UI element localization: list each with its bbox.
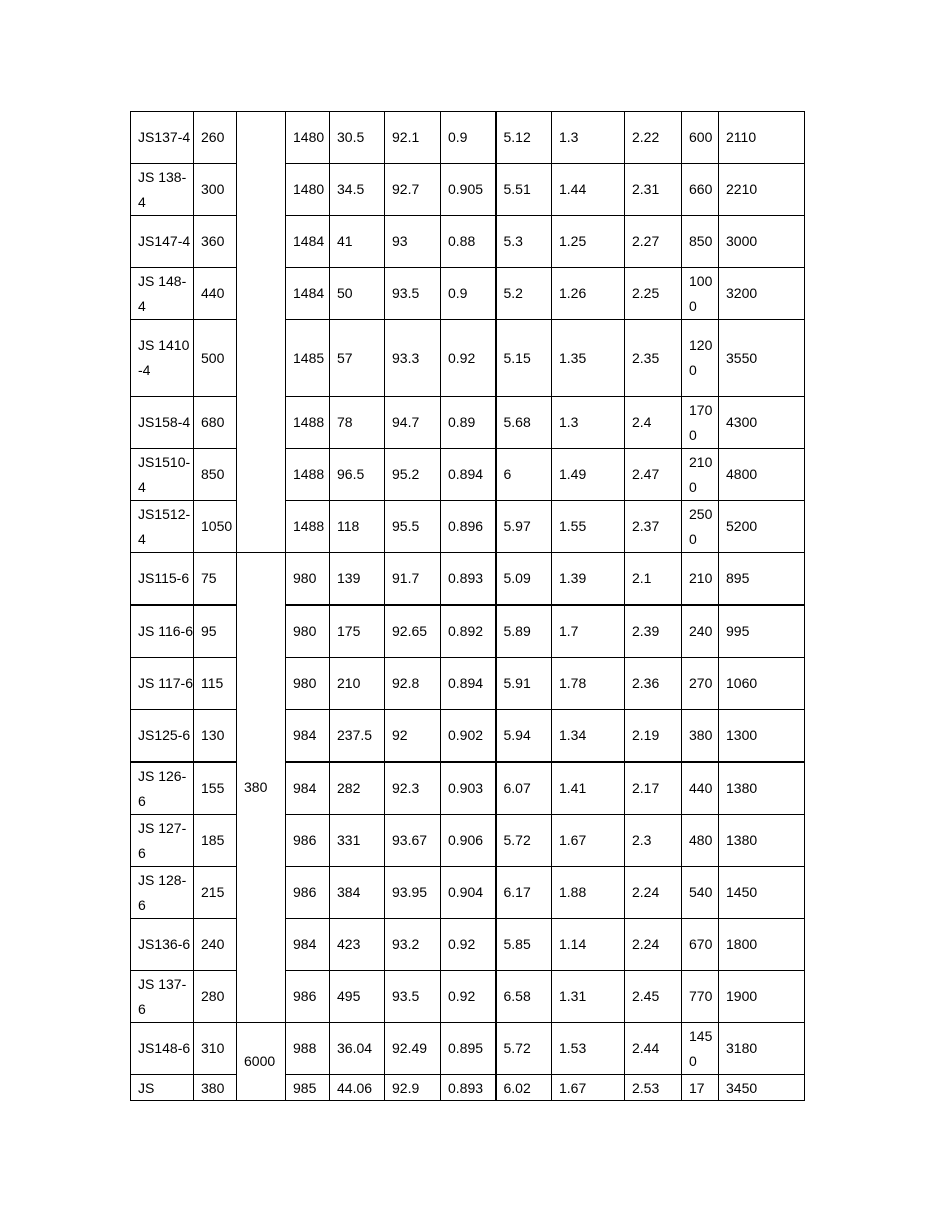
cell-pf: 0.905 (441, 164, 496, 216)
cell-weight: 1380 (719, 762, 805, 815)
cell-start-torque-ratio: 1.41 (552, 762, 625, 815)
table-row (131, 815, 805, 867)
cell-current: 210 (330, 658, 385, 710)
cell-max-torque-ratio: 2.1 (625, 553, 682, 606)
cell-c10: 2500 (682, 501, 719, 553)
cell-power: 310 (194, 1023, 237, 1075)
cell-current: 331 (330, 815, 385, 867)
cell-pf: 0.902 (441, 710, 496, 763)
cell-weight: 3180 (719, 1023, 805, 1075)
cell-power: 155 (194, 762, 237, 815)
cell-max-torque-ratio: 2.31 (625, 164, 682, 216)
cell-weight: 1300 (719, 710, 805, 763)
cell-efficiency: 93.5 (385, 268, 441, 320)
cell-start-torque-ratio: 1.25 (552, 216, 625, 268)
table-row (131, 658, 805, 710)
cell-c10: 480 (682, 815, 719, 867)
cell-speed: 980 (286, 658, 330, 710)
cell-start-torque-ratio: 1.67 (552, 1075, 625, 1101)
cell-power: 500 (194, 320, 237, 397)
cell-current: 384 (330, 867, 385, 919)
cell-weight: 3450 (719, 1075, 805, 1101)
cell-start-current-ratio: 5.51 (496, 164, 552, 216)
cell-start-torque-ratio: 1.3 (552, 397, 625, 449)
cell-weight: 1380 (719, 815, 805, 867)
cell-efficiency: 93.67 (385, 815, 441, 867)
cell-max-torque-ratio: 2.24 (625, 919, 682, 971)
cell-start-current-ratio: 5.68 (496, 397, 552, 449)
cell-model: JS 1410-4 (131, 320, 194, 397)
cell-start-torque-ratio: 1.26 (552, 268, 625, 320)
cell-max-torque-ratio: 2.17 (625, 762, 682, 815)
cell-start-current-ratio: 5.94 (496, 710, 552, 763)
cell-pf: 0.894 (441, 658, 496, 710)
cell-model: JS 138-4 (131, 164, 194, 216)
cell-max-torque-ratio: 2.36 (625, 658, 682, 710)
cell-max-torque-ratio: 2.45 (625, 971, 682, 1023)
cell-start-current-ratio: 5.3 (496, 216, 552, 268)
cell-pf: 0.904 (441, 867, 496, 919)
cell-pf: 0.92 (441, 971, 496, 1023)
cell-model: JS1512-4 (131, 501, 194, 553)
cell-c10: 670 (682, 919, 719, 971)
cell-current: 237.5 (330, 710, 385, 763)
cell-c10: 2100 (682, 449, 719, 501)
cell-efficiency: 92.49 (385, 1023, 441, 1075)
cell-pf: 0.88 (441, 216, 496, 268)
cell-pf: 0.906 (441, 815, 496, 867)
cell-start-torque-ratio: 1.53 (552, 1023, 625, 1075)
table-row (131, 867, 805, 919)
cell-max-torque-ratio: 2.4 (625, 397, 682, 449)
cell-speed: 986 (286, 815, 330, 867)
cell-power: 380 (194, 1075, 237, 1101)
cell-max-torque-ratio: 2.22 (625, 112, 682, 164)
cell-model: JS 137-6 (131, 971, 194, 1023)
cell-pf: 0.903 (441, 762, 496, 815)
cell-max-torque-ratio: 2.47 (625, 449, 682, 501)
cell-max-torque-ratio: 2.3 (625, 815, 682, 867)
cell-pf: 0.9 (441, 268, 496, 320)
cell-max-torque-ratio: 2.27 (625, 216, 682, 268)
cell-c10: 1700 (682, 397, 719, 449)
cell-current: 139 (330, 553, 385, 606)
cell-current: 34.5 (330, 164, 385, 216)
table-row (131, 971, 805, 1023)
cell-weight: 995 (719, 605, 805, 658)
cell-model: JS148-6 (131, 1023, 194, 1075)
cell-speed: 1480 (286, 164, 330, 216)
cell-model: JS 117-6 (131, 658, 194, 710)
cell-efficiency: 92.3 (385, 762, 441, 815)
cell-max-torque-ratio: 2.39 (625, 605, 682, 658)
cell-c10: 850 (682, 216, 719, 268)
cell-speed: 984 (286, 710, 330, 763)
cell-speed: 980 (286, 605, 330, 658)
cell-voltage (237, 112, 286, 553)
cell-power: 115 (194, 658, 237, 710)
cell-c10: 1200 (682, 320, 719, 397)
cell-model: JS147-4 (131, 216, 194, 268)
table-row (131, 268, 805, 320)
cell-efficiency: 92.1 (385, 112, 441, 164)
cell-pf: 0.89 (441, 397, 496, 449)
cell-speed: 984 (286, 919, 330, 971)
cell-power: 185 (194, 815, 237, 867)
cell-start-current-ratio: 5.85 (496, 919, 552, 971)
cell-max-torque-ratio: 2.19 (625, 710, 682, 763)
cell-weight: 4800 (719, 449, 805, 501)
cell-start-current-ratio: 5.97 (496, 501, 552, 553)
cell-start-current-ratio: 5.2 (496, 268, 552, 320)
cell-start-current-ratio: 5.15 (496, 320, 552, 397)
cell-current: 118 (330, 501, 385, 553)
cell-start-current-ratio: 5.72 (496, 1023, 552, 1075)
cell-model: JS137-4 (131, 112, 194, 164)
cell-c10: 1000 (682, 268, 719, 320)
cell-power: 215 (194, 867, 237, 919)
cell-model: JS 116-6 (131, 605, 194, 658)
cell-c10: 600 (682, 112, 719, 164)
cell-c10: 1450 (682, 1023, 719, 1075)
cell-efficiency: 92.9 (385, 1075, 441, 1101)
cell-start-torque-ratio: 1.44 (552, 164, 625, 216)
cell-speed: 1480 (286, 112, 330, 164)
cell-pf: 0.92 (441, 320, 496, 397)
cell-model: JS115-6 (131, 553, 194, 606)
cell-weight: 5200 (719, 501, 805, 553)
cell-speed: 1488 (286, 397, 330, 449)
cell-weight: 3000 (719, 216, 805, 268)
cell-speed: 988 (286, 1023, 330, 1075)
cell-c10: 540 (682, 867, 719, 919)
cell-model: JS125-6 (131, 710, 194, 763)
motor-spec-table (130, 111, 805, 1101)
table-row (131, 112, 805, 164)
cell-model: JS 128-6 (131, 867, 194, 919)
cell-start-torque-ratio: 1.39 (552, 553, 625, 606)
cell-c10: 440 (682, 762, 719, 815)
cell-current: 423 (330, 919, 385, 971)
cell-model: JS 148-4 (131, 268, 194, 320)
cell-model: JS 126-6 (131, 762, 194, 815)
table-row (131, 1075, 805, 1101)
cell-model: JS (131, 1075, 194, 1101)
cell-start-torque-ratio: 1.3 (552, 112, 625, 164)
cell-efficiency: 93.3 (385, 320, 441, 397)
table-row (131, 605, 805, 658)
cell-speed: 1488 (286, 449, 330, 501)
cell-start-current-ratio: 5.91 (496, 658, 552, 710)
cell-start-torque-ratio: 1.88 (552, 867, 625, 919)
cell-c10: 240 (682, 605, 719, 658)
cell-pf: 0.894 (441, 449, 496, 501)
table-row (131, 762, 805, 815)
cell-current: 78 (330, 397, 385, 449)
table-row (131, 397, 805, 449)
cell-current: 50 (330, 268, 385, 320)
cell-start-current-ratio: 6.02 (496, 1075, 552, 1101)
cell-max-torque-ratio: 2.37 (625, 501, 682, 553)
cell-weight: 1900 (719, 971, 805, 1023)
cell-pf: 0.92 (441, 919, 496, 971)
cell-power: 240 (194, 919, 237, 971)
cell-current: 495 (330, 971, 385, 1023)
cell-start-current-ratio: 5.89 (496, 605, 552, 658)
cell-current: 30.5 (330, 112, 385, 164)
cell-power: 680 (194, 397, 237, 449)
cell-speed: 986 (286, 867, 330, 919)
cell-speed: 1484 (286, 268, 330, 320)
cell-pf: 0.892 (441, 605, 496, 658)
cell-voltage: 380 (237, 553, 286, 1023)
cell-speed: 985 (286, 1075, 330, 1101)
cell-power: 75 (194, 553, 237, 606)
cell-start-current-ratio: 5.12 (496, 112, 552, 164)
cell-power: 360 (194, 216, 237, 268)
table-row (131, 710, 805, 763)
cell-current: 57 (330, 320, 385, 397)
cell-speed: 1485 (286, 320, 330, 397)
cell-current: 41 (330, 216, 385, 268)
cell-max-torque-ratio: 2.35 (625, 320, 682, 397)
cell-start-torque-ratio: 1.14 (552, 919, 625, 971)
cell-start-current-ratio: 5.72 (496, 815, 552, 867)
cell-speed: 980 (286, 553, 330, 606)
cell-current: 175 (330, 605, 385, 658)
cell-efficiency: 91.7 (385, 553, 441, 606)
cell-start-current-ratio: 5.09 (496, 553, 552, 606)
cell-pf: 0.9 (441, 112, 496, 164)
cell-model: JS136-6 (131, 919, 194, 971)
cell-start-torque-ratio: 1.35 (552, 320, 625, 397)
cell-voltage: 6000 (237, 1023, 286, 1101)
cell-weight: 1060 (719, 658, 805, 710)
cell-model: JS158-4 (131, 397, 194, 449)
cell-pf: 0.895 (441, 1023, 496, 1075)
cell-efficiency: 92.65 (385, 605, 441, 658)
table-row (131, 216, 805, 268)
cell-weight: 1450 (719, 867, 805, 919)
cell-start-torque-ratio: 1.34 (552, 710, 625, 763)
cell-power: 1050 (194, 501, 237, 553)
cell-start-torque-ratio: 1.78 (552, 658, 625, 710)
table-row (131, 553, 805, 606)
cell-power: 280 (194, 971, 237, 1023)
cell-start-torque-ratio: 1.67 (552, 815, 625, 867)
cell-max-torque-ratio: 2.53 (625, 1075, 682, 1101)
cell-power: 130 (194, 710, 237, 763)
cell-efficiency: 92 (385, 710, 441, 763)
cell-c10: 380 (682, 710, 719, 763)
cell-current: 282 (330, 762, 385, 815)
motor-spec-table-page (130, 111, 805, 1101)
cell-weight: 895 (719, 553, 805, 606)
cell-c10: 210 (682, 553, 719, 606)
cell-speed: 1488 (286, 501, 330, 553)
cell-efficiency: 94.7 (385, 397, 441, 449)
cell-start-torque-ratio: 1.55 (552, 501, 625, 553)
cell-power: 260 (194, 112, 237, 164)
cell-pf: 0.896 (441, 501, 496, 553)
table-row (131, 501, 805, 553)
cell-weight: 4300 (719, 397, 805, 449)
cell-weight: 1800 (719, 919, 805, 971)
cell-weight: 2210 (719, 164, 805, 216)
cell-efficiency: 93.2 (385, 919, 441, 971)
table-row (131, 919, 805, 971)
cell-efficiency: 92.8 (385, 658, 441, 710)
cell-pf: 0.893 (441, 553, 496, 606)
cell-start-torque-ratio: 1.49 (552, 449, 625, 501)
cell-efficiency: 93.5 (385, 971, 441, 1023)
cell-current: 44.06 (330, 1075, 385, 1101)
table-row (131, 449, 805, 501)
cell-c10: 270 (682, 658, 719, 710)
cell-power: 850 (194, 449, 237, 501)
cell-c10: 660 (682, 164, 719, 216)
cell-power: 300 (194, 164, 237, 216)
cell-weight: 3550 (719, 320, 805, 397)
cell-weight: 3200 (719, 268, 805, 320)
cell-efficiency: 92.7 (385, 164, 441, 216)
cell-power: 95 (194, 605, 237, 658)
cell-model: JS 127-6 (131, 815, 194, 867)
cell-speed: 1484 (286, 216, 330, 268)
cell-speed: 984 (286, 762, 330, 815)
cell-current: 96.5 (330, 449, 385, 501)
cell-efficiency: 93.95 (385, 867, 441, 919)
cell-pf: 0.893 (441, 1075, 496, 1101)
cell-c10: 17 (682, 1075, 719, 1101)
cell-c10: 770 (682, 971, 719, 1023)
cell-current: 36.04 (330, 1023, 385, 1075)
cell-speed: 986 (286, 971, 330, 1023)
cell-power: 440 (194, 268, 237, 320)
table-row (131, 320, 805, 397)
table-row (131, 164, 805, 216)
cell-start-torque-ratio: 1.7 (552, 605, 625, 658)
cell-max-torque-ratio: 2.24 (625, 867, 682, 919)
cell-start-current-ratio: 6 (496, 449, 552, 501)
cell-start-torque-ratio: 1.31 (552, 971, 625, 1023)
cell-start-current-ratio: 6.17 (496, 867, 552, 919)
cell-max-torque-ratio: 2.25 (625, 268, 682, 320)
cell-start-current-ratio: 6.07 (496, 762, 552, 815)
cell-efficiency: 95.5 (385, 501, 441, 553)
cell-start-current-ratio: 6.58 (496, 971, 552, 1023)
cell-model: JS1510-4 (131, 449, 194, 501)
cell-weight: 2110 (719, 112, 805, 164)
cell-max-torque-ratio: 2.44 (625, 1023, 682, 1075)
cell-efficiency: 93 (385, 216, 441, 268)
table-row (131, 1023, 805, 1075)
cell-efficiency: 95.2 (385, 449, 441, 501)
